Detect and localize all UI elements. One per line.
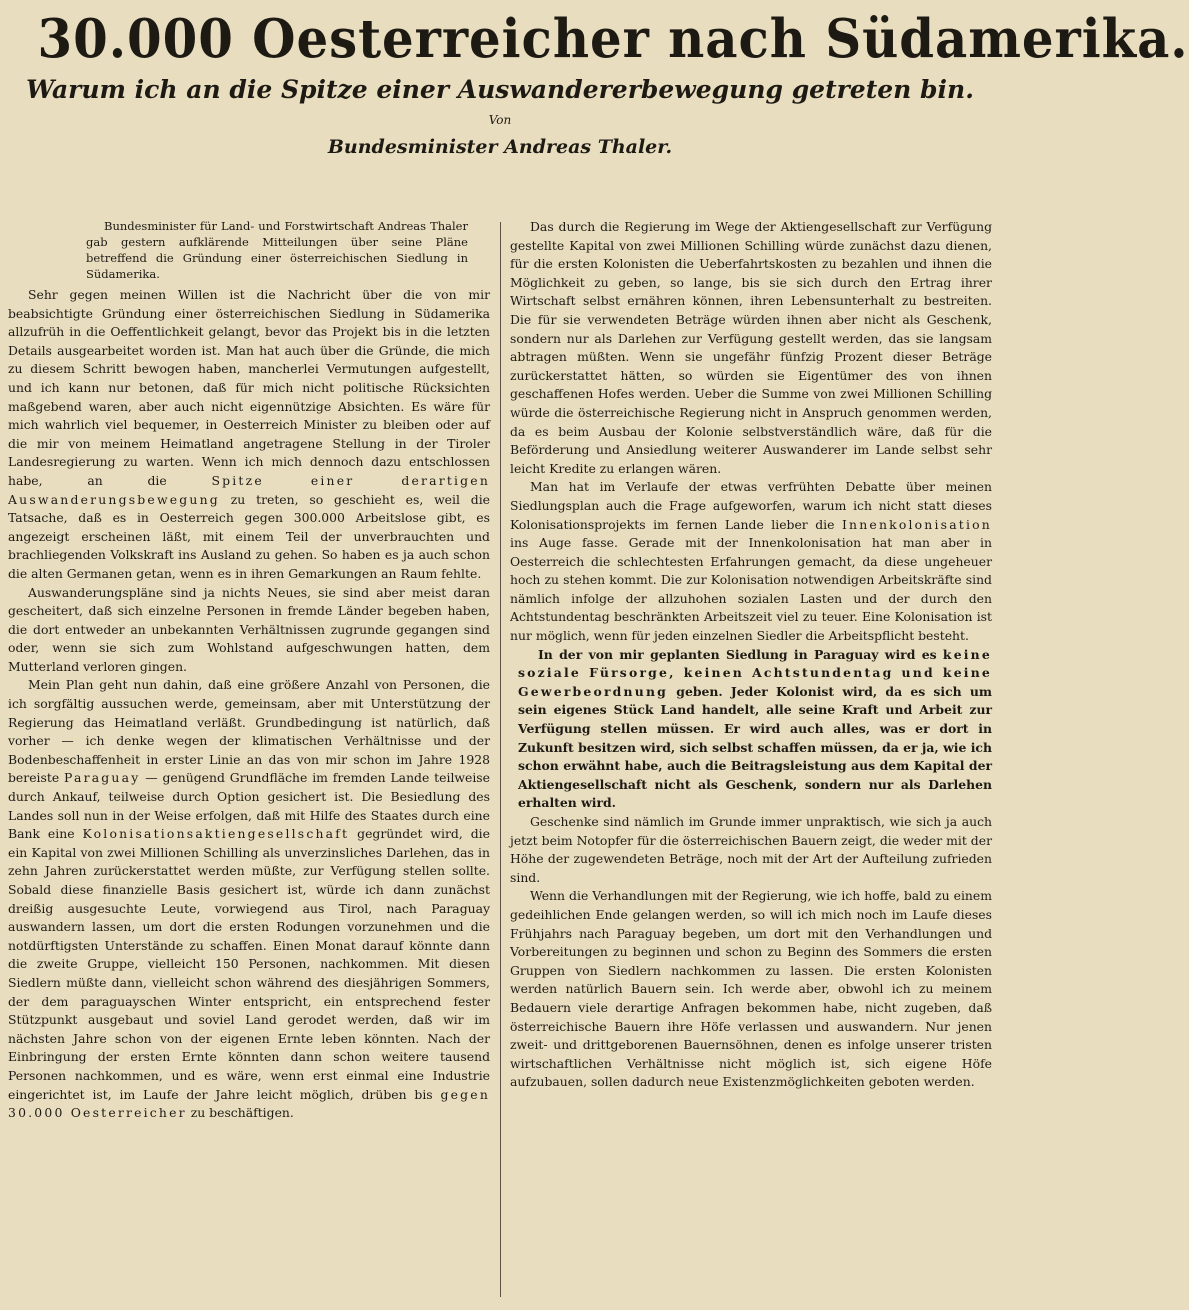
article-columns [8, 218, 992, 1306]
text-run: — genügend Grundfläche im fremden Lande teilweise durch Ankauf, teilweise durch Option gesichert ist. Die Besiedlung des Landes soll nun in der Weise erfolgen, daß mit Hilfe des Staates durch eine Bank eine [8, 770, 490, 842]
text-run: geben. Jeder Kolonist wird, da es sich um sein eigenes Stück Land handelt, alle seine Kraft und Arbeit zur Verfügung stellen müssen. Er wird auch alles, was er dort in Zukunft besitzen wird, sich selbst schaffen müssen, da er ja, wie ich schon erwähnt habe, auch die Beitragsleistung aus dem Kapital der Aktiengesellschaft nicht als Geschenk, sondern nur als Darlehen erhalten wird. [518, 683, 992, 811]
spaced-emphasis: Kolonisationsaktiengesellschaft [82, 826, 350, 842]
spaced-emphasis: Innenkolonisation [841, 516, 992, 532]
spaced-emphasis: Paraguay [64, 770, 141, 786]
text-run: In der von mir geplanten Siedlung in Paraguay wird es [538, 646, 937, 662]
paragraph: Das durch die Regierung im Wege der Aktiengesellschaft zur Verfügung gestellte Kapital von zwei Millionen Schilling würde zunächst dazu dienen, für die ersten Kolonisten die Ueberfahrtskosten zu bezahlen und ihnen die Möglichkeit zu geben, so lange, bis sie sich durch den Ertrag ihrer Wirtschaft selbst ernähren können, ihren Lebensunterhalt zu bestreiten. Die für sie verwendeten Beträge würden ihnen aber nicht als Geschenk, sondern nur als Darlehen zur Verfügung gestellt werden, das sie langsam abtragen müßten. Wenn sie ungefähr fünfzig Prozent dieser Beträge zurückerstattet hätten, so würden sie Eigentümer des von ihnen geschaffenen Hofes werden. Ueber die Summe von zwei Millionen Schilling würde die österreichische Regierung nicht in Anspruch genommen werden, da es beim Ausbau der Kolonie selbstverständlich wäre, daß für die Beförderung und Ansiedlung weiterer Auswanderer im Lande selbst sehr leicht Kredite zu erlangen wären. [510, 219, 992, 476]
column-left [8, 218, 490, 1306]
paragraph [8, 676, 490, 1122]
spaced-emphasis: Spitze einer derartigen Auswanderungsbewegung [8, 472, 491, 507]
spaced-emphasis: gegen 30.000 Oesterreicher [8, 1086, 490, 1121]
author-line: Bundesminister Andreas Thaler. [327, 136, 673, 158]
text-run: ins Auge fasse. Gerade mit der Innenkolonisation hat man aber in Oesterreich die schlechtesten Erfahrungen gemacht, da diese ungeheuer hoch zu stehen kommt. Die zur Kolonisation notwendigen Arbeitskräfte sind nämlich infolge der allzuhohen sozialen Lasten und der durch den Achtstundentag beschränkten Arbeitszeit viel zu teuer. Eine Kolonisation ist nur möglich, wenn für jeden einzelnen Siedler die Arbeitspflicht besteht. [510, 535, 992, 644]
byline-von: Von [488, 113, 512, 127]
text-run: Man hat im Verlaufe der etwas verfrühten Debatte über meinen Siedlungsplan auch die Frage aufgeworfen, warum ich nicht statt dieses Kolonisationsprojekts im fernen Lande lieber die [510, 479, 992, 532]
spaced-emphasis: keine soziale Fürsorge, keinen Achtstundentag und keine Gewerbeordnung [518, 646, 992, 699]
text-run: zu beschäftigen. [190, 1105, 294, 1121]
column-right [510, 218, 992, 1306]
paragraph [8, 286, 490, 584]
text-run: Mein Plan geht nun dahin, daß eine größere Anzahl von Personen, die ich sorgfältig aussuchen werde, gemeinsam, aber mit Unterstützung der Regierung das Heimatland verläßt. Grundbedingung ist natürlich, daß vorher — ich denke wegen der klimatischen Verhältnisse und der Bodenbeschaffenheit in erster Linie an das von mir schon im Jahre 1928 bereiste [8, 677, 490, 786]
intro-paragraph: Bundesminister für Land- und Forstwirtschaft Andreas Thaler gab gestern aufklärende Mitteilungen über seine Pläne betreffend die Gründung einer österreichischen Siedlung in Südamerika. [86, 219, 468, 281]
text-run: gegründet wird, die ein Kapital von zwei Millionen Schilling als unverzinsliches Darlehen, das in zehn Jahren zurückerstattet werden müßte, zur Verfügung stellen sollte. Sobald diese finanzielle Basis gesichert ist, würde ich dann zunächst dreißig ausgesuchte Leute, vorwiegend aus Tirol, nach Paraguay auswandern lassen, um dort die ersten Rodungen vorzunehmen und die notdürftigsten Unterstände zu schaffen. Einen Monat darauf könnte dann die zweite Gruppe, vielleicht 150 Personen, nachkommen. Mit diesen Siedlern müßte dann, vielleicht schon während des diesjährigen Sommers, der dem paraguayschen Winter entspricht, ein entsprechend fester Stützpunkt ausgebaut und soviel Land gerodet werden, daß wir im nächsten Jahre schon von der eigenen Ernte leben könnten. Nach der Einbringung der ersten Ernte könnten dann schon weitere tausend Personen nachkommen, und es wäre, wenn erst einmal eine Industrie eingerichtet ist, im Laufe der Jahre leicht möglich, drüben bis [8, 826, 490, 1102]
headline: 30.000 Oesterreicher nach Südamerika. [37, 8, 1189, 70]
column-divider [500, 222, 501, 1297]
bold-paragraph [510, 646, 992, 813]
paragraph: Geschenke sind nämlich im Grunde immer unpraktisch, wie sich ja auch jetzt beim Notopfer für die österreichischen Bauern zeigt, die weder mit der Höhe der zugewendeten Beträge, noch mit der Art der Aufteilung zufrieden sind. [510, 814, 992, 885]
text-run: Sehr gegen meinen Willen ist die Nachricht über die von mir beabsichtigte Gründung einer österreichischen Siedlung in Südamerika allzufrüh in die Oeffentlichkeit gelangt, bevor das Projekt bis in die letzten Details ausgearbeitet worden ist. Man hat auch über die Gründe, die mich zu diesem Schritt bewogen haben, mancherlei Vermutungen aufgestellt, und ich kann nur betonen, daß für mich nicht politische Rücksichten maßgebend waren, aber auch nicht eigennützige Absichten. Es wäre für mich wahrlich viel bequemer, in Oesterreich Minister zu bleiben oder auf die mir von meinem Heimatland angetragene Stellung in der Tiroler Landesregierung zu warten. Wenn ich mich dennoch dazu entschlossen habe, an die [8, 287, 490, 488]
paragraph: Auswanderungspläne sind ja nichts Neues, sie sind aber meist daran gescheitert, daß sich einzelne Personen in fremde Länder begeben haben, die dort entweder an unbekannten Verhältnissen zugrunde gegangen sind oder, wenn sie sich zum Wohlstand aufgeschwungen hatten, dem Mutterland verloren gingen. [8, 584, 490, 674]
paragraph: Wenn die Verhandlungen mit der Regierung, wie ich hoffe, bald zu einem gedeihlichen Ende gelangen werden, so will ich mich noch im Laufe dieses Frühjahrs nach Paraguay begeben, um dort mit den Verhandlungen und Vorbereitungen zu beginnen und schon zu Beginn des Sommers die ersten Gruppen von Siedlern nachkommen zu lassen. Die ersten Kolonisten werden natürlich Bauern sein. Ich werde aber, obwohl ich zu meinem Bedauern viele derartige Anfragen bekommen habe, nicht zugeben, daß österreichische Bauern ihre Höfe verlassen und auswandern. Nur jenen zweit- und drittgeborenen Bauernsöhnen, denen es infolge unserer tristen wirtschaftlichen Verhältnisse nicht möglich ist, sich eigene Höfe aufzubauen, sollen dadurch neue Existenzmöglichkeiten geboten werden. [510, 888, 992, 1090]
subheadline: Warum ich an die Spitze einer Auswandererbewegung getreten bin. [26, 75, 974, 104]
text-run: zu treten, so geschieht es, weil die Tatsache, daß es in Oesterreich gegen 300.000 Arbeitslose gibt, es angezeigt erscheinen läßt, mit einem Teil der unverbrauchten und brachliegenden Volkskraft ins Ausland zu gehen. So haben es ja auch schon die alten Germanen getan, wenn es in ihren Gemarkungen an Raum fehlte. [8, 491, 490, 581]
paragraph [510, 478, 992, 645]
